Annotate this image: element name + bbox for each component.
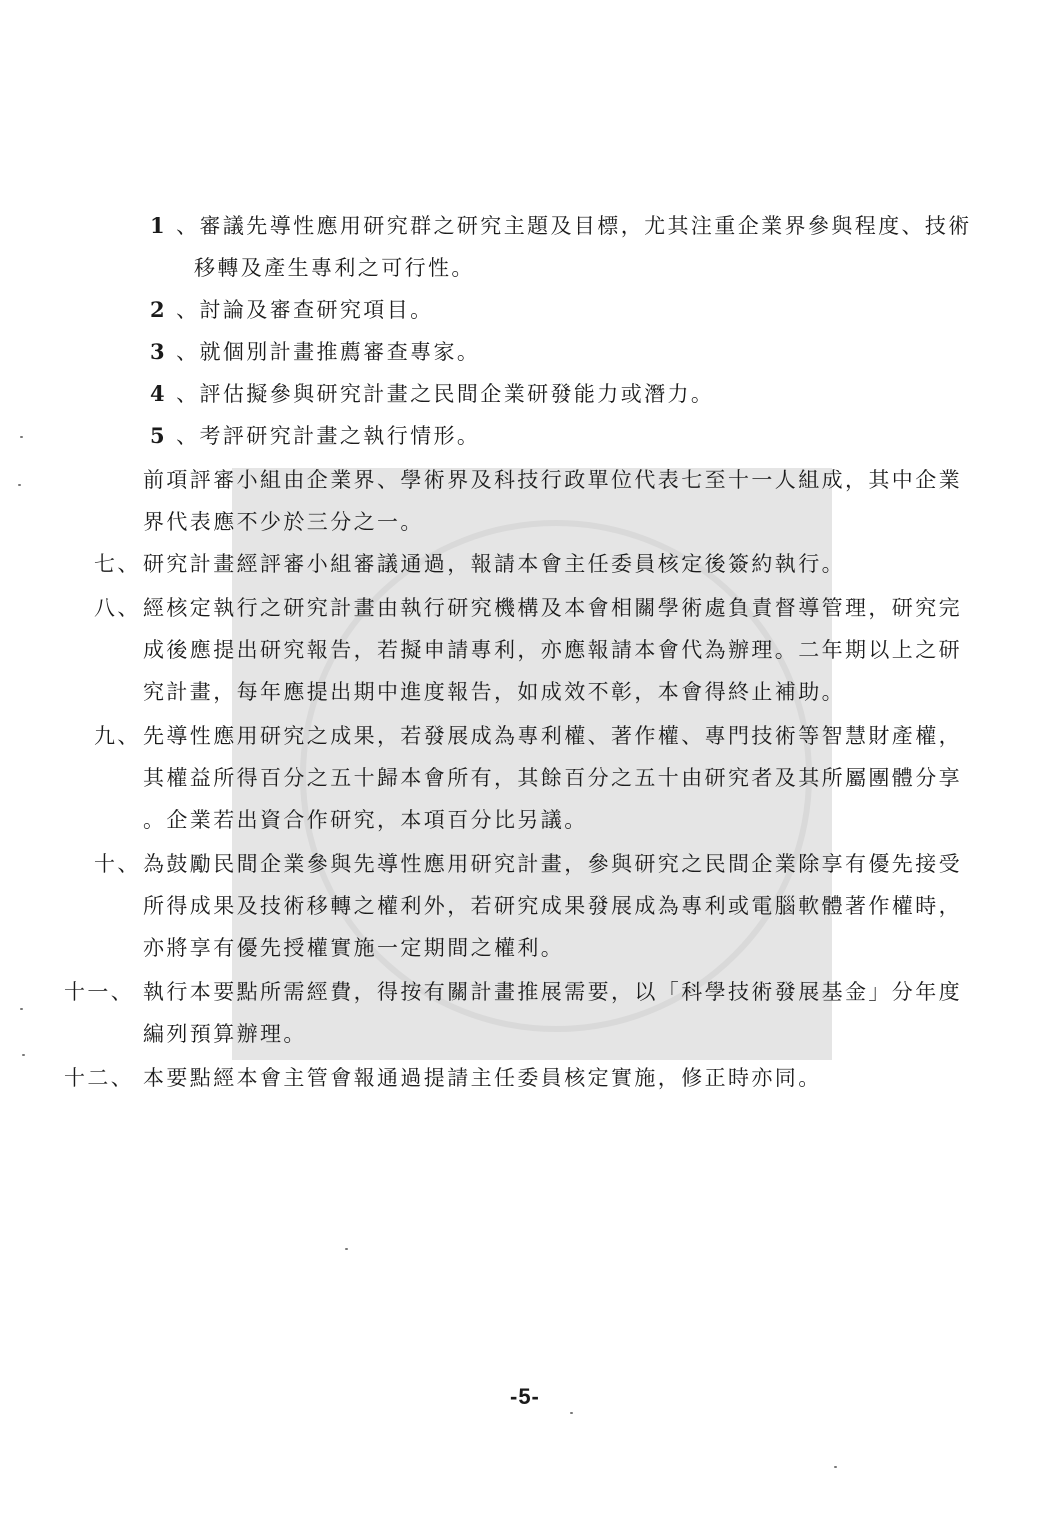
scan-speck <box>20 436 23 438</box>
sub-item-text: 就個別計畫推薦審查專家。 <box>199 340 481 364</box>
scan-speck <box>18 484 21 486</box>
sub-item-number: 5 <box>150 423 168 448</box>
sub-item-text: 審議先導性應用研究群之研究主題及目標，尤其注重企業界參與程度、技術 <box>199 214 972 238</box>
sub-item-number: 4 <box>150 381 168 406</box>
sub-item-text: 考評研究計畫之執行情形。 <box>199 424 481 448</box>
article-label: 十一、 <box>64 980 135 1004</box>
article-label: 九、 <box>94 724 141 748</box>
article-label: 十、 <box>94 852 141 876</box>
sub-item-number: 1 <box>150 213 168 238</box>
scan-speck <box>834 1466 837 1468</box>
article-label: 十二、 <box>64 1066 135 1090</box>
page-number: -5- <box>510 1384 540 1409</box>
sub-item-text: 移轉及產生專利之可行性。 <box>194 256 475 280</box>
article-label: 八、 <box>94 596 141 620</box>
scan-speck <box>345 1248 348 1250</box>
article-label: 七、 <box>94 552 141 576</box>
scan-speck <box>22 1054 25 1056</box>
sub-item-number: 2 <box>150 297 168 322</box>
scan-speck <box>570 1412 573 1414</box>
sub-item-number: 3 <box>150 339 168 364</box>
scan-speck <box>20 1008 23 1010</box>
sub-item-text: 評估擬參與研究計畫之民間企業研發能力或潛力。 <box>199 382 715 406</box>
sub-item-text: 討論及審查研究項目。 <box>199 298 434 322</box>
